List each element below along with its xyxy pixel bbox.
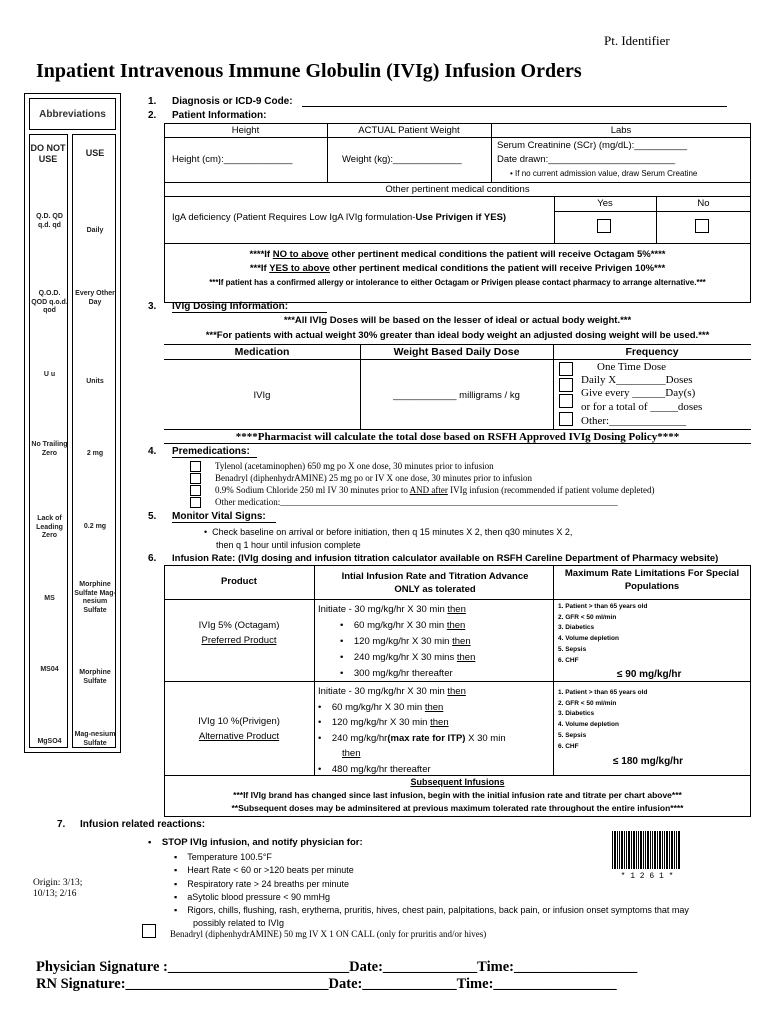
- abbreviations-panel: [24, 93, 121, 753]
- dosing-info-label: IVIg Dosing Information:: [172, 301, 289, 312]
- other-medication-checkbox[interactable]: [190, 497, 201, 508]
- monitor-vitals-label: Monitor Vital Signs:: [172, 511, 266, 522]
- abbr-use-every-other-day: Every Other Day: [75, 290, 115, 306]
- benadryl-on-call-checkbox[interactable]: [142, 924, 156, 938]
- section-1-number: 1.: [148, 96, 157, 107]
- abbr-dont-ms: MS: [44, 595, 55, 602]
- barcode-text: * 1 2 6 1 *: [620, 872, 674, 881]
- dosing-note-1: ***All IVIg Doses will be based on the lesser of ideal or actual body weight.***: [283, 315, 632, 326]
- abbr-dont-qod: Q.O.D. QOD q.o.d. qod: [31, 290, 68, 314]
- pharmacist-note: ****Pharmacist will calculate the total dose based on RSFH Approved IVIg Dosing Policy****: [235, 431, 680, 443]
- height-header: Height: [231, 125, 260, 136]
- physician-signature-line[interactable]: Physician Signature :_________________________Date:_____________Time:_________________: [36, 959, 638, 975]
- max-rate-header: Maximum Rate Limitations For Special Populations: [564, 568, 740, 592]
- stop-ivig-instruction: • STOP IVIg infusion, and notify physician for:: [148, 837, 363, 848]
- abbr-use-morphine: Morphine Sulfate: [79, 669, 111, 685]
- section-4-number: 4.: [148, 446, 157, 457]
- subsequent-infusions-title: Subsequent Infusions: [410, 777, 505, 787]
- abbr-use-units: Units: [86, 378, 104, 385]
- privigen-rates: Initiate - 30 mg/kg/hr X 30 min then • 60 mg/kg/hr X 30 min then • 120 mg/kg/hr X 30 min then • 240 mg/kg/hr(max rate for ITP) X 30 min then • 480 mg/kg/hr thereafter: [318, 686, 506, 775]
- abbr-dont-qd: Q.D. QD q.d. qd: [36, 213, 63, 229]
- product-header: Product: [221, 576, 257, 587]
- privigen-product: IVIg 10 %(Privigen): [198, 716, 280, 727]
- medication-ivig: IVIg: [253, 390, 271, 401]
- infusion-rate-label: Infusion Rate: (IVIg dosing and infusion titration calculator available on RSFH Careline Department of Pharmacy website): [172, 553, 719, 564]
- origin-date-1: Origin: 3/13;: [33, 878, 83, 888]
- dose-field[interactable]: ____________ milligrams / kg: [393, 390, 520, 401]
- date-drawn-field[interactable]: Date drawn:________________________: [497, 154, 676, 165]
- premed-nacl: 0.9% Sodium Chloride 250 ml IV 30 minutes prior to AND after IVIg infusion (recommended if patient volume depleted): [215, 485, 655, 495]
- no-header: No: [697, 198, 710, 209]
- patient-information-label: Patient Information:: [172, 110, 267, 121]
- abbr-use-magnesium: Mag-nesium Sulfate: [74, 731, 116, 747]
- iga-deficiency-label: IgA deficiency (Patient Requires Low IgA IVIg formulation-Use Privigen if YES): [172, 212, 507, 223]
- octagam-rates: Initiate - 30 mg/kg/hr X 30 min then • 60 mg/kg/hr X 30 min then • 120 mg/kg/hr X 30 min then • 240 mg/kg/hr X 30 mins then • 300 mg/kg/hr thereafter: [318, 604, 476, 679]
- frequency-header: Frequency: [625, 346, 679, 358]
- privigen-note: ***If YES to above other pertinent medical conditions the patient will receive Privigen 10%***: [249, 263, 666, 274]
- use-header: USE: [85, 148, 105, 158]
- nacl-checkbox[interactable]: [190, 485, 201, 496]
- diagnosis-label: Diagnosis or ICD-9 Code:: [172, 96, 293, 107]
- privigen-max-rate: ≤ 180 mg/kg/hr: [613, 756, 683, 767]
- abbreviations-title: Abbreviations: [29, 98, 116, 130]
- use-column: [72, 134, 116, 748]
- premed-benadryl: Benadryl (diphenhydrAMINE) 25 mg po or IV X one dose, 30 minutes prior to infusion: [215, 473, 533, 483]
- section-2-number: 2.: [148, 110, 157, 121]
- benadryl-checkbox[interactable]: [190, 473, 201, 484]
- allergy-note: ***If patient has a confirmed allergy or intolerance to either Octagam or Privigen please contact pharmacy to arrange alternative.***: [209, 278, 706, 287]
- vitals-line-2: then q 1 hour until infusion complete: [216, 540, 361, 550]
- octagam-product: IVIg 5% (Octagam): [198, 620, 280, 631]
- do-not-use-header: DO NOT USE: [30, 143, 66, 164]
- diagnosis-field[interactable]: [302, 106, 727, 107]
- page-title: Inpatient Intravenous Immune Globulin (IVIg) Infusion Orders: [36, 60, 582, 82]
- freq-total[interactable]: or for a total of _____doses: [581, 401, 703, 413]
- weight-header: ACTUAL Patient Weight: [358, 125, 460, 136]
- weight-field[interactable]: Weight (kg):_____________: [342, 154, 462, 165]
- freq-other-checkbox[interactable]: [559, 412, 573, 426]
- rate-header: Intial Infusion Rate and Titration Advance ONLY as tolerated: [341, 571, 529, 595]
- freq-daily-checkbox[interactable]: [559, 378, 573, 392]
- subsequent-note-2: **Subsequent doses may be adminsitered at previous maximum tolerated rate throughout the entire infusion****: [231, 803, 684, 813]
- daily-dose-header: Weight Based Daily Dose: [393, 346, 520, 358]
- freq-every-checkbox[interactable]: [559, 394, 573, 408]
- preferred-product: Preferred Product: [201, 635, 277, 646]
- freq-daily[interactable]: Daily X_________Doses: [581, 374, 693, 386]
- abbr-dont-ms04: MS04: [40, 666, 59, 673]
- premed-tylenol: Tylenol (acetaminophen) 650 mg po X one dose, 30 minutes prior to infusion: [215, 461, 494, 471]
- abbr-dont-u: U u: [43, 371, 56, 378]
- serum-creatinine-field[interactable]: Serum Creatinine (SCr) (mg/dL):__________: [497, 140, 688, 151]
- scr-note: • If no current admission value, draw Serum Creatine: [510, 169, 698, 178]
- labs-header: Labs: [610, 125, 632, 136]
- benadryl-on-call: Benadryl (diphenhydrAMINE) 50 mg IV X 1 ON CALL (only for pruritis and/or hives): [170, 929, 487, 939]
- abbr-dont-trailing-zero: No Trailing Zero: [31, 441, 68, 457]
- origin-date-2: 10/13; 2/16: [33, 889, 77, 899]
- section-5-number: 5.: [148, 511, 157, 522]
- octagam-populations: 1. Patient > than 65 years old 2. GFR < 50 ml/min 3. Diabetics 4. Volume depletion 5. Sepsis 6. CHF: [558, 603, 648, 664]
- infusion-reactions-label: Infusion related reactions:: [80, 819, 206, 830]
- freq-one-time: One Time Dose: [597, 361, 667, 373]
- abbr-use-2mg: 2 mg: [86, 450, 104, 457]
- dosing-note-2: ***For patients with actual weight 30% greater than ideal body weight an adjusted dosing weight will be used.***: [205, 330, 710, 341]
- alternative-product: Alternative Product: [198, 731, 280, 742]
- yes-header: Yes: [597, 198, 613, 209]
- iga-no-checkbox[interactable]: [695, 219, 709, 233]
- iga-yes-checkbox[interactable]: [597, 219, 611, 233]
- other-conditions-header: Other pertinent medical conditions: [385, 184, 530, 195]
- do-not-use-column: [29, 134, 68, 748]
- premedications-label: Premedications:: [172, 446, 250, 457]
- medication-header: Medication: [234, 346, 290, 358]
- abbr-use-0-2mg: 0.2 mg: [83, 523, 107, 530]
- abbr-dont-mgso4: MgSO4: [37, 738, 62, 745]
- freq-other[interactable]: Other:______________: [581, 415, 687, 427]
- privigen-populations: 1. Patient > than 65 years old 2. GFR < 50 ml/min 3. Diabetics 4. Volume depletion 5. Sepsis 6. CHF: [558, 689, 648, 750]
- octagam-max-rate: ≤ 90 mg/kg/hr: [617, 669, 682, 680]
- freq-one-time-checkbox[interactable]: [559, 362, 573, 376]
- section-7-number: 7.: [57, 819, 66, 830]
- abbr-dont-leading-zero: Lack of Leading Zero: [36, 515, 63, 539]
- abbr-use-daily: Daily: [86, 227, 104, 234]
- section-3-number: 3.: [148, 301, 157, 312]
- pt-identifier: Pt. Identifier: [604, 33, 670, 48]
- octagam-note: ****If NO to above other pertinent medical conditions the patient will receive Octagam 5%****: [249, 249, 666, 260]
- height-field[interactable]: Height (cm):_____________: [172, 154, 293, 165]
- reaction-criteria-list: ▪ Temperature 100.5°F ▪ Heart Rate < 60 or >120 beats per minute ▪ Respiratory rate > 24 breaths per minute ▪ aSytolic blood pressure < 90 mmHg ▪ Rigors, chills, flushing, rash, erythema, pruritis, hives, chest pain, palpitations, back pain, or infusion onset symptoms that may possibly related to IVIg: [174, 852, 689, 929]
- premed-other[interactable]: Other medication:___________________________________________________________________________: [215, 497, 618, 507]
- tylenol-checkbox[interactable]: [190, 461, 201, 472]
- subsequent-note-1: ***If IVIg brand has changed since last infusion, begin with the initial infusion rate and titrate per chart above***: [233, 790, 682, 800]
- section-6-number: 6.: [148, 553, 157, 564]
- vitals-line-1: • Check baseline on arrival or before initiation, then q 15 minutes X 2, then q30 minutes X 2,: [204, 527, 573, 537]
- freq-every[interactable]: Give every ______Day(s): [581, 387, 696, 399]
- rn-signature-line[interactable]: RN Signature:____________________________Date:_____________Time:_________________: [36, 976, 617, 992]
- barcode: [612, 831, 682, 871]
- abbr-use-morphine-magnesium: Morphine Sulfate Mag-nesium Sulfate: [74, 581, 116, 614]
